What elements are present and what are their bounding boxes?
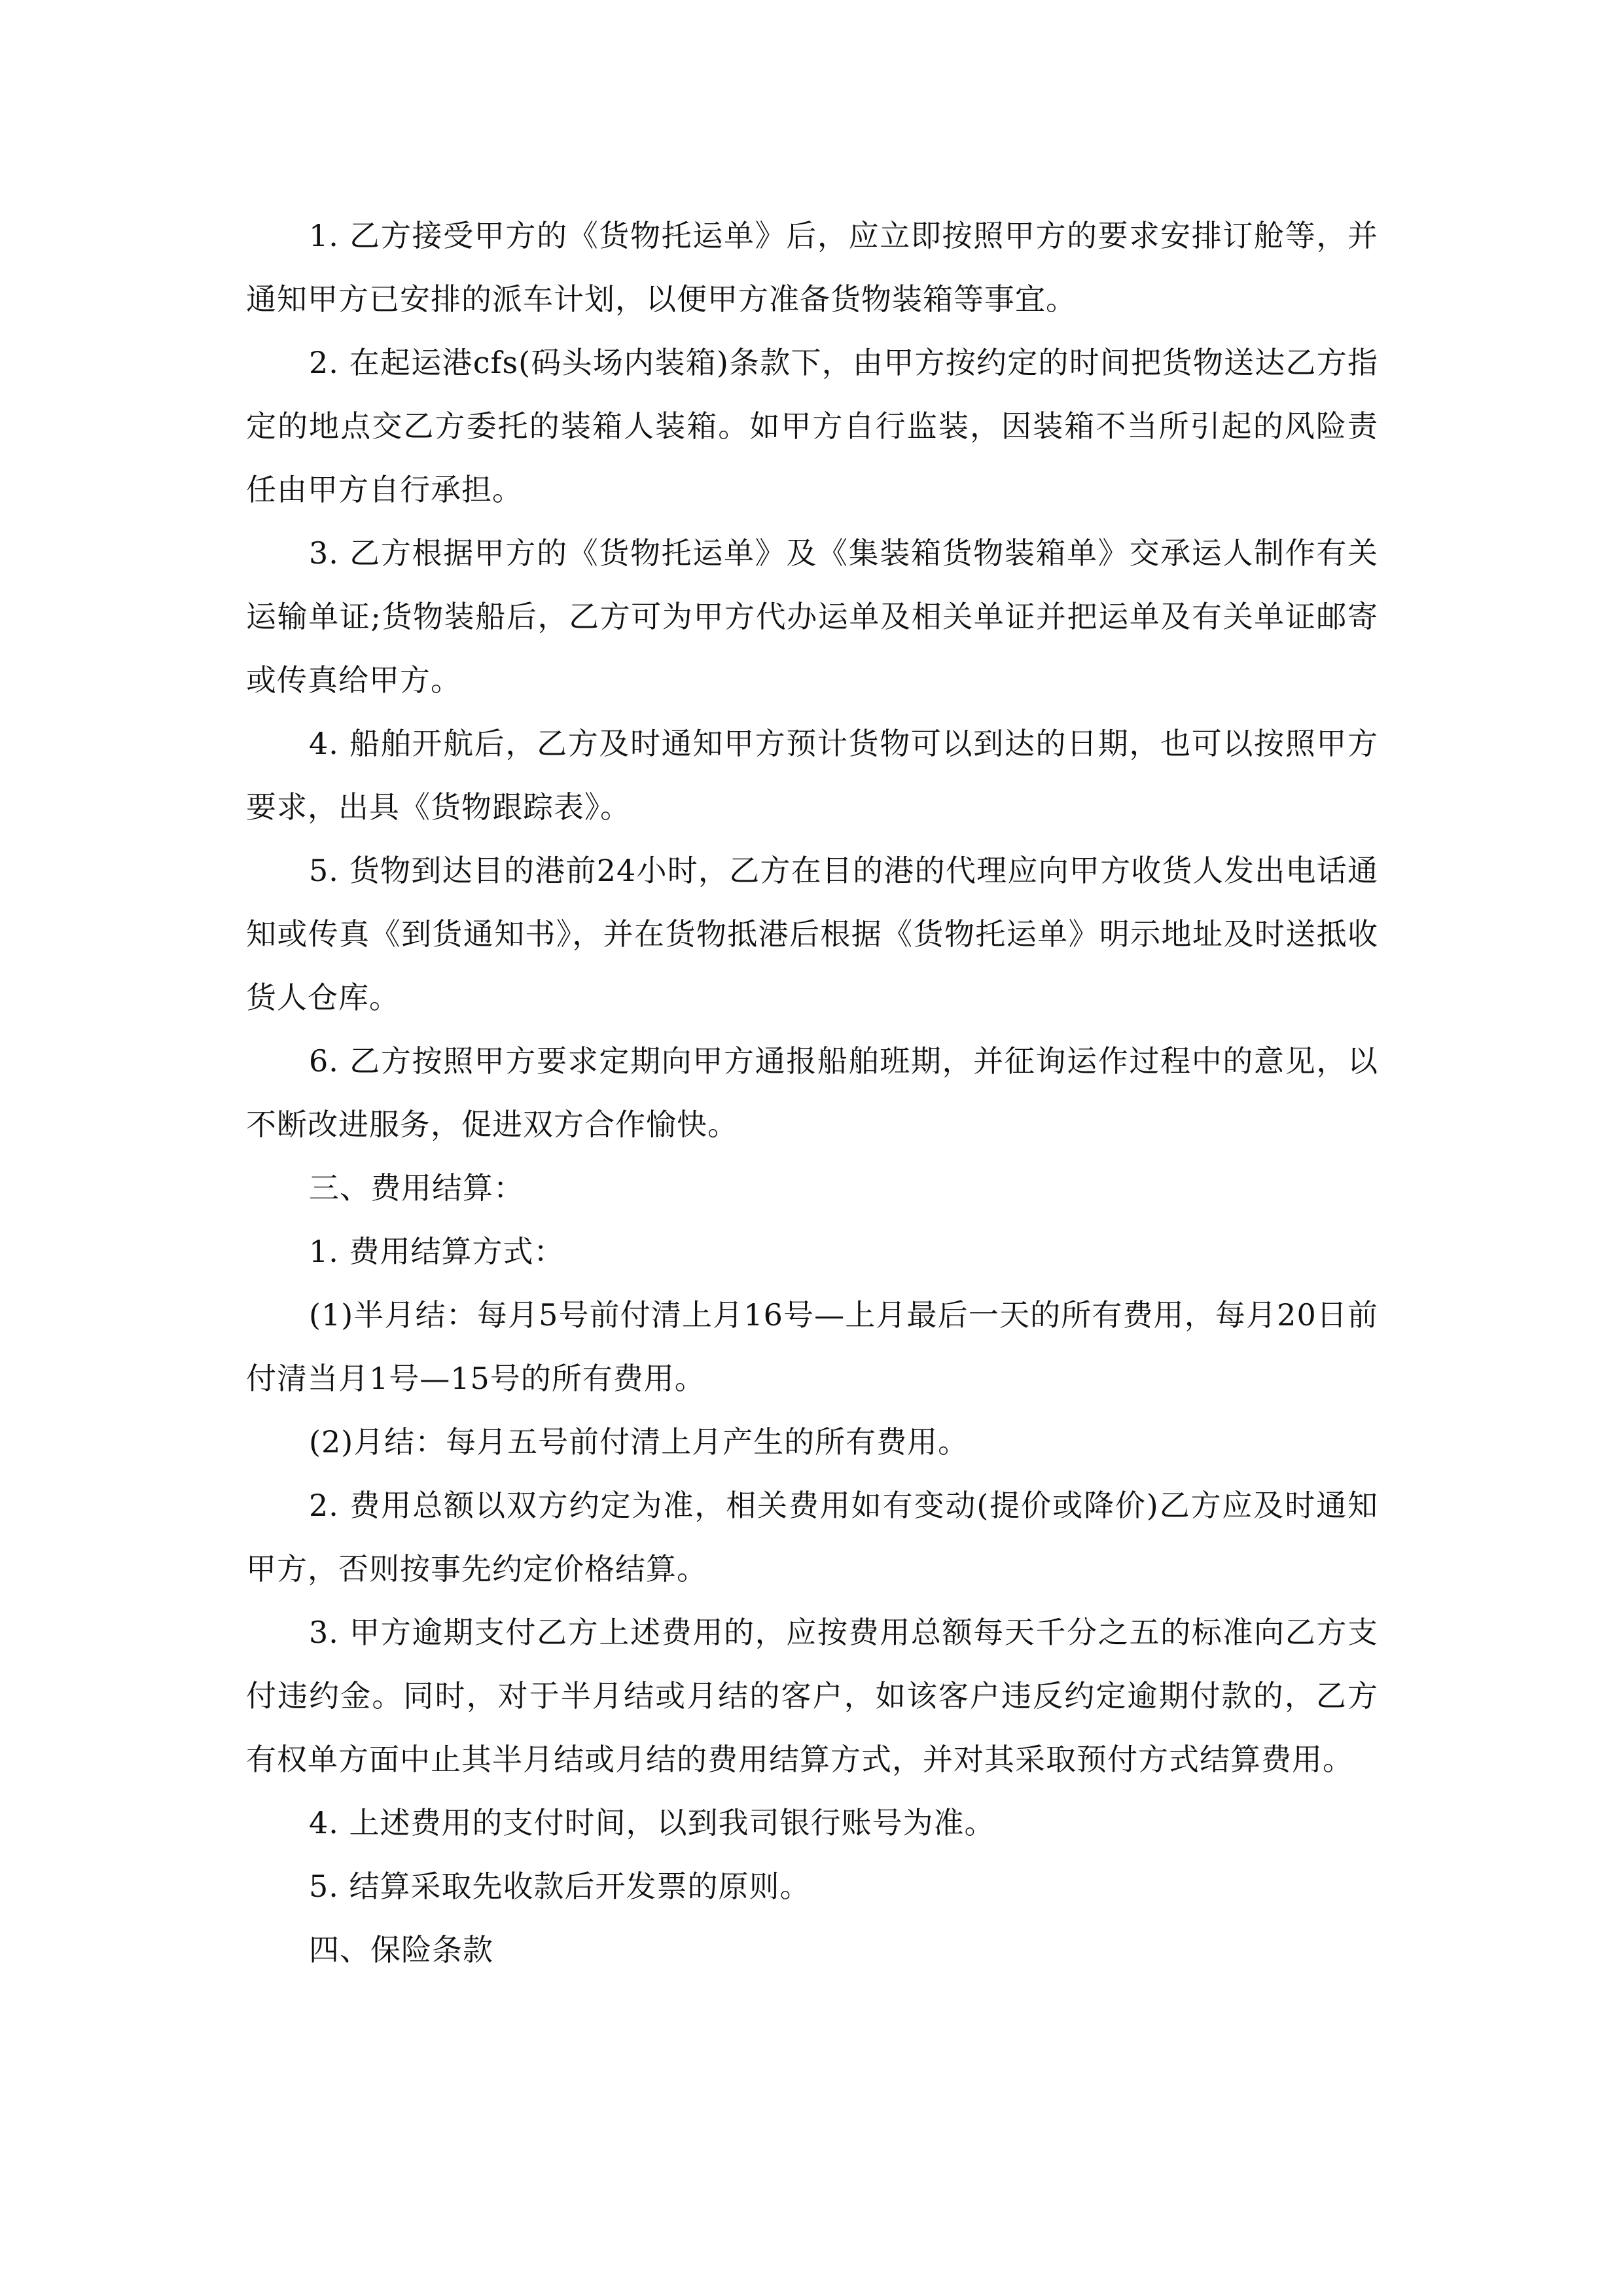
fee-item-4: 4. 上述费用的支付时间，以到我司银行账号为准。 (309, 1805, 995, 1840)
fee-item-5: 5. 结算采取先收款后开发票的原则。 (309, 1869, 811, 1904)
document-body (246, 204, 1378, 1982)
fee-subitem-half-month: (1)半月结：每月5号前付清上月16号—上月最后一天的所有费用，每月20日前付清当月1号—15号的所有费用。 (246, 1297, 1378, 1396)
fee-subitem-monthly: (2)月结：每月五号前付清上月产生的所有费用。 (309, 1424, 969, 1460)
fee-item-2: 2. 费用总额以双方约定为准，相关费用如有变动(提价或降价)乙方应及时通知甲方，否则按事先约定价格结算。 (246, 1488, 1378, 1587)
section-heading-fee-settlement: 三、费用结算： (309, 1170, 524, 1206)
section-heading-insurance: 四、保险条款 (309, 1932, 493, 1967)
paragraph-5: 5. 货物到达目的港前24小时，乙方在目的港的代理应向甲方收货人发出电话通知或传真《到货通知书》，并在货物抵港后根据《货物托运单》明示地址及时送抵收货人仓库。 (246, 853, 1378, 1015)
paragraph-2: 2. 在起运港cfs(码头场内装箱)条款下，由甲方按约定的时间把货物送达乙方指定的地点交乙方委托的装箱人装箱。如甲方自行监装，因装箱不当所引起的风险责任由甲方自行承担。 (246, 345, 1378, 507)
paragraph-3: 3. 乙方根据甲方的《货物托运单》及《集装箱货物装箱单》交承运人制作有关运输单证;货物装船后，乙方可为甲方代办运单及相关单证并把运单及有关单证邮寄或传真给甲方。 (246, 535, 1378, 698)
paragraph-6: 6. 乙方按照甲方要求定期向甲方通报船舶班期，并征询运作过程中的意见，以不断改进服务，促进双方合作愉快。 (246, 1043, 1378, 1142)
fee-item-1-heading: 1. 费用结算方式： (309, 1234, 565, 1269)
fee-item-3: 3. 甲方逾期支付乙方上述费用的，应按费用总额每天千分之五的标准向乙方支付违约金。同时，对于半月结或月结的客户，如该客户违反约定逾期付款的，乙方有权单方面中止其半月结或月结的费用结算方式，并对其采取预付方式结算费用。 (246, 1615, 1378, 1777)
paragraph-1: 1. 乙方接受甲方的《货物托运单》后，应立即按照甲方的要求安排订舱等，并通知甲方已安排的派车计划，以便甲方准备货物装箱等事宜。 (246, 218, 1378, 317)
paragraph-4: 4. 船舶开航后，乙方及时通知甲方预计货物可以到达的日期，也可以按照甲方要求，出具《货物跟踪表》。 (246, 726, 1378, 825)
